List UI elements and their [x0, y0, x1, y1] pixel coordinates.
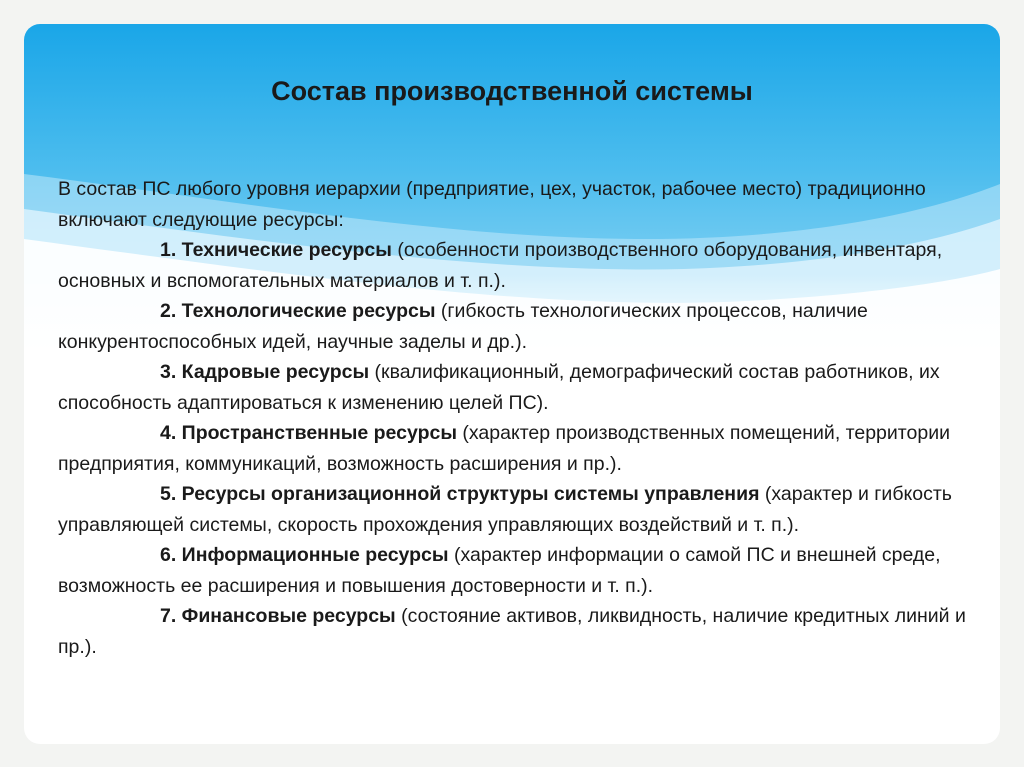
item-text: (характер информации о самой ПС и внешней среде, возможность ее расширения и повышения достоверности и т. п.). [58, 544, 941, 597]
item-text: (особенности производственного оборудования, инвентаря, основных и вспомогательных материалов и т. п.). [58, 239, 943, 292]
item-label: 7. Финансовые ресурсы [160, 605, 396, 627]
item-label: 2. Технологические ресурсы [160, 300, 436, 322]
item-label: 5. Ресурсы организационной структуры системы управления [160, 483, 760, 505]
list-item [58, 296, 978, 357]
list-item [58, 601, 978, 662]
item-text: (характер и гибкость управляющей системы, скорость прохождения управляющих воздействий и т. п.). [58, 483, 952, 536]
list-item [58, 357, 978, 418]
slide-title: Состав производственной системы [271, 76, 753, 106]
list-item [58, 418, 978, 479]
slide-body [58, 174, 978, 662]
item-label: 1. Технические ресурсы [160, 239, 392, 261]
item-text: (квалификационный, демографический состав работников, их способность адаптироваться к изменению целей ПС). [58, 361, 940, 414]
item-text: (гибкость технологических процессов, наличие конкурентоспособных идей, научные заделы и др.). [58, 300, 868, 353]
list-item [58, 540, 978, 601]
list-item [58, 235, 978, 296]
item-text: (состояние активов, ликвидность, наличие кредитных линий и пр.). [58, 605, 966, 658]
list-item [58, 479, 978, 540]
intro-paragraph: В состав ПС любого уровня иерархии (предприятие, цех, участок, рабочее место) традиционно включают следующие ресурсы: [58, 178, 926, 231]
item-label: 6. Информационные ресурсы [160, 544, 449, 566]
item-label: 3. Кадровые ресурсы [160, 361, 370, 383]
item-text: (характер производственных помещений, территории предприятия, коммуникаций, возможность расширения и пр.). [58, 422, 950, 475]
item-label: 4. Пространственные ресурсы [160, 422, 457, 444]
slide [24, 24, 1000, 744]
